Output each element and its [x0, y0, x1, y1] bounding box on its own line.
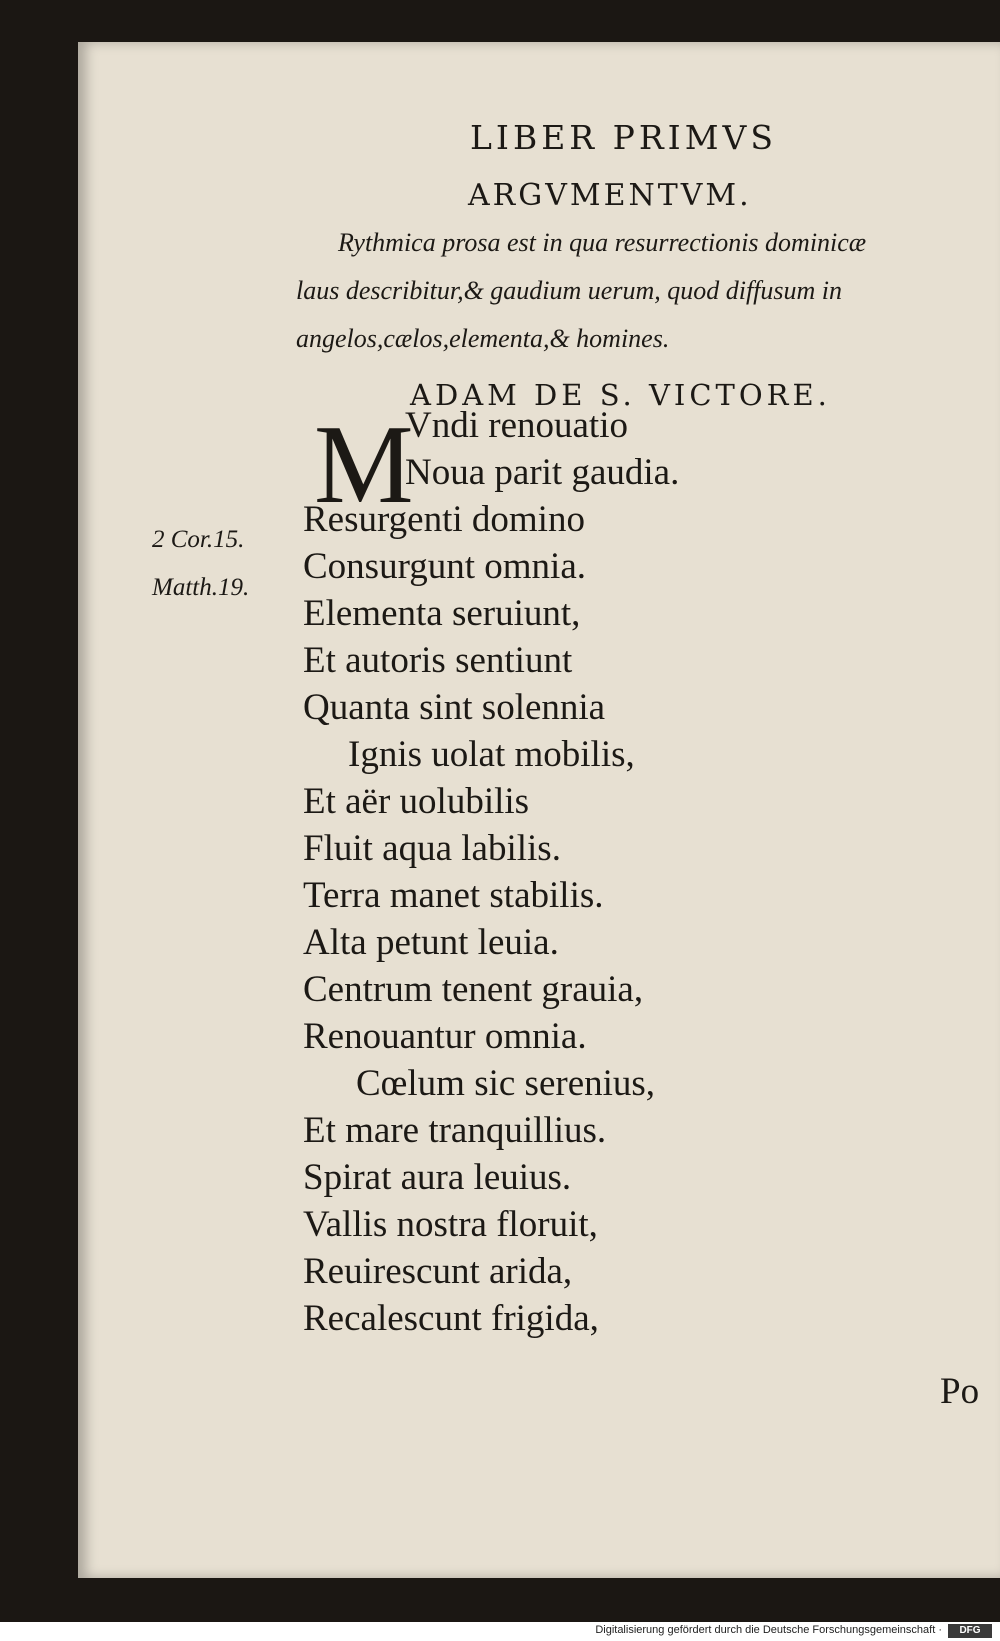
verse-line: Vndi renouatio	[405, 405, 628, 446]
verse-line: Consurgunt omnia.	[303, 546, 586, 587]
dfg-logo-icon: DFG	[948, 1624, 992, 1638]
verse-line: Reuirescunt arida,	[303, 1251, 573, 1292]
verse-line: Elementa seruiunt,	[303, 593, 581, 634]
verse-line: Recalescunt frigida,	[303, 1298, 599, 1339]
verse-line: Vallis nostra floruit,	[303, 1204, 598, 1245]
verse-line: Ignis uolat mobilis,	[348, 734, 635, 775]
running-head: LIBER PRIMVS	[470, 118, 777, 157]
drop-capital: M	[314, 403, 414, 527]
verse-line: Et aër uolubilis	[303, 781, 530, 822]
argument-line-2: laus describitur,& gaudium uerum, quod diffusum in	[296, 276, 843, 305]
verse-line: Noua parit gaudia.	[405, 452, 680, 493]
argument-line-3: angelos,cælos,elementa,& homines.	[296, 324, 670, 353]
verse-line: Resurgenti domino	[303, 499, 585, 540]
catchword: Po	[940, 1371, 980, 1412]
footer-credit: Digitalisierung gefördert durch die Deutsche Forschungsgemeinschaft ·	[595, 1624, 942, 1636]
verse-line: Centrum tenent grauia,	[303, 969, 644, 1010]
verse-line: Fluit aqua labilis.	[303, 828, 561, 869]
verse-line: Spirat aura leuius.	[303, 1157, 572, 1198]
verse-line: Et autoris sentiunt	[303, 640, 573, 681]
margin-note-2cor: 2 Cor.15.	[152, 526, 245, 553]
margin-note-matth: Matth.19.	[152, 574, 250, 601]
verse-line: Quanta sint solennia	[303, 687, 606, 728]
author-heading: ADAM DE S. VICTORE.	[410, 378, 831, 412]
argument-line-1: Rythmica prosa est in qua resurrectionis dominicæ	[338, 228, 867, 257]
verse-line: Cœlum sic serenius,	[356, 1063, 656, 1104]
verse-line: Terra manet stabilis.	[303, 875, 604, 916]
verse-line: Renouantur omnia.	[303, 1016, 587, 1057]
verse-line: Alta petunt leuia.	[303, 922, 559, 963]
argument-title: ARGVMENTVM.	[468, 178, 752, 213]
verse-line: Et mare tranquillius.	[303, 1110, 607, 1151]
